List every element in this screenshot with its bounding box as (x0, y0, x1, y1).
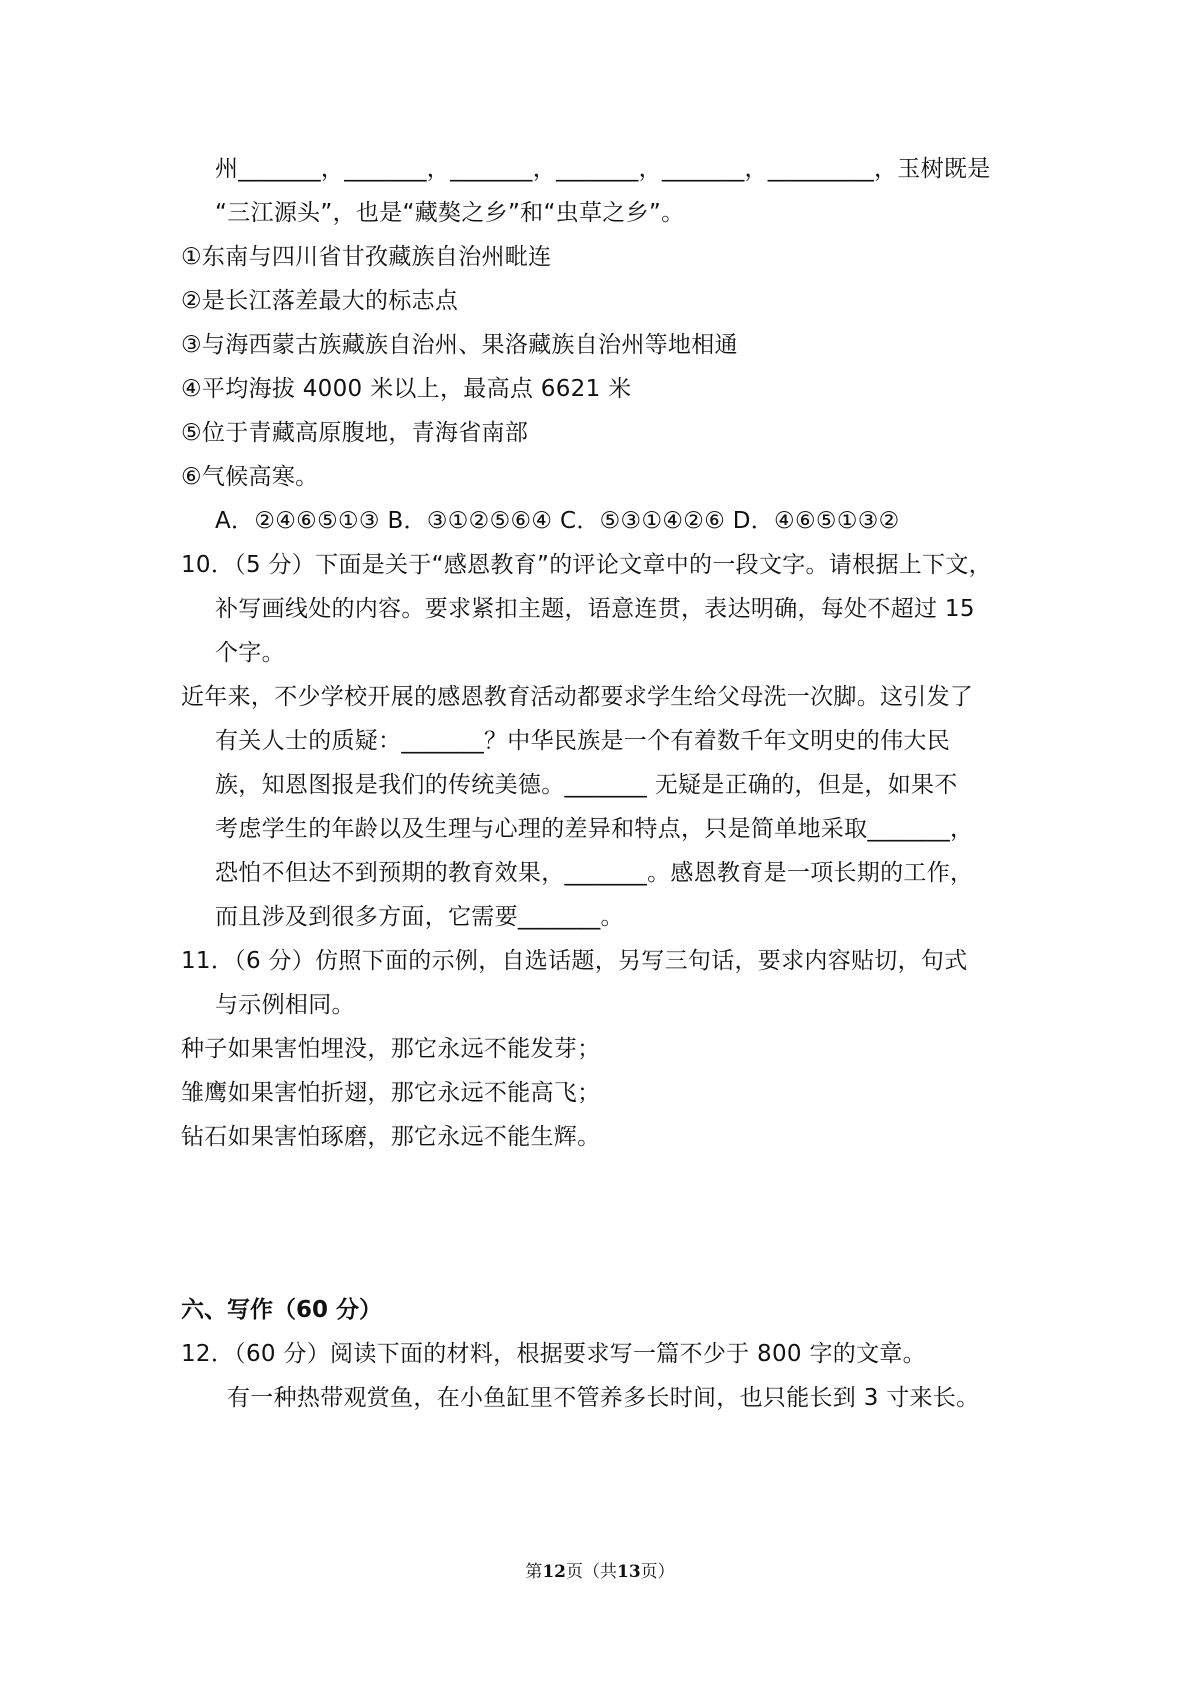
option-item-2: ②是长江落差最大的标志点 (181, 288, 459, 314)
question-11-stem: 11．（6 分）仿照下面的示例，自选话题，另写三句话，要求内容贴切，句式 (181, 948, 968, 974)
option-item-5: ⑤位于青藏高原腹地，青海省南部 (181, 420, 529, 446)
option-item-1: ①东南与四川省甘孜藏族自治州毗连 (181, 244, 552, 270)
question-10-requirement-end: 个字。 (215, 640, 285, 666)
question-12-stem: 12．（60 分）阅读下面的材料，根据要求写一篇不少于 800 字的文章。 (181, 1341, 926, 1367)
example-sentence-diamond: 钻石如果害怕琢磨，那它永远不能生辉。 (181, 1124, 601, 1150)
current-page-number: 12 (542, 1562, 566, 1582)
blank-line-place: 州_______，_______，_______，_______，_______，_________，玉树既是 (215, 156, 991, 182)
question-10-passage-line: 恐怕不但达不到预期的教育效果，_______。感恩教育是一项长期的工作， (215, 860, 974, 886)
example-sentence-eagle: 雏鹰如果害怕折翅，那它永远不能高飞； (181, 1080, 601, 1106)
text-line-sanjiang: “三江源头”，也是“藏獒之乡”和“虫草之乡”。 (215, 200, 685, 226)
question-10-passage-line: 近年来，不少学校开展的感恩教育活动都要求学生给父母洗一次脚。这引发了 (181, 684, 974, 710)
section-heading-writing: 六、写作（60 分） (181, 1297, 383, 1323)
option-item-3: ③与海西蒙古族藏族自治州、果洛藏族自治州等地相通 (181, 332, 738, 358)
example-sentence-seed: 种子如果害怕埋没，那它永远不能发芽； (181, 1036, 601, 1062)
question-11-stem-end: 与示例相同。 (215, 992, 355, 1018)
question-12-material: 有一种热带观赏鱼，在小鱼缸里不管养多长时间，也只能长到 3 寸来长。 (227, 1385, 980, 1411)
question-10-passage-line: 而且涉及到很多方面，它需要_______。 (215, 904, 624, 930)
option-item-6: ⑥气候高寒。 (181, 464, 319, 490)
answer-choices: A．②④⑥⑤①③ B．③①②⑤⑥④ C．⑤③①④②⑥ D．④⑥⑤①③② (215, 508, 900, 534)
question-10-requirement: 补写画线处的内容。要求紧扣主题，语意连贯，表达明确，每处不超过 15 (215, 596, 975, 622)
page-footer: 第12页（共13页） (525, 1562, 675, 1582)
question-10-passage-line: 考虑学生的年龄以及生理与心理的差异和特点，只是简单地采取_______， (215, 816, 974, 842)
total-page-number: 13 (617, 1562, 641, 1582)
question-10-passage-line: 有关人士的质疑：_______？中华民族是一个有着数千年文明史的伟大民 (215, 728, 950, 754)
question-10-passage-line: 族，知恩图报是我们的传统美德。_______ 无疑是正确的，但是，如果不 (215, 772, 958, 798)
option-item-4: ④平均海拔 4000 米以上，最高点 6621 米 (181, 376, 632, 402)
question-10-stem: 10．（5 分）下面是关于“感恩教育”的评论文章中的一段文字。请根据上下文， (181, 552, 992, 578)
